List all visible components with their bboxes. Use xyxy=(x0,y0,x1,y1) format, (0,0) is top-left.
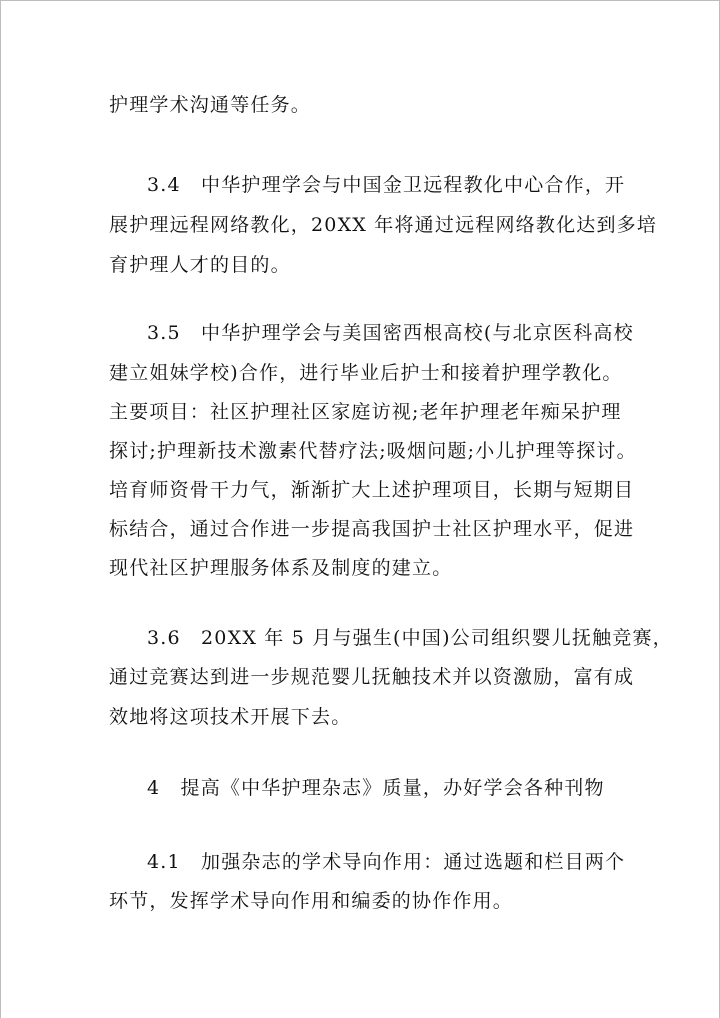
section-3-5-line-1: 3.5 中华护理学会与美国密西根高校(与北京医科高校 xyxy=(147,322,634,344)
section-3-5-line-5: 培育师资骨干力气，渐渐扩大上述护理项目，长期与短期目 xyxy=(109,479,635,501)
section-4-1-line-2: 环节，发挥学术导向作用和编委的协作作用。 xyxy=(109,890,514,912)
section-3-4-line-1: 3.4 中华护理学会与中国金卫远程教化中心合作，开 xyxy=(147,174,626,196)
section-4-heading: 4 提高《中华护理杂志》质量，办好学会各种刊物 xyxy=(147,777,605,799)
section-3-5-line-6: 标结合，通过合作进一步提高我国护士社区护理水平，促进 xyxy=(109,518,635,540)
section-4-1-line-1: 4.1 加强杂志的学术导向作用：通过选题和栏目两个 xyxy=(147,851,626,873)
section-3-4-line-2: 展护理远程网络教化，20XX 年将通过远程网络教化达到多培 xyxy=(109,214,658,236)
section-3-6-line-3: 效地将这项技术开展下去。 xyxy=(109,706,352,728)
section-3-5-line-7: 现代社区护理服务体系及制度的建立。 xyxy=(109,557,453,579)
section-3-5-line-4: 探讨;护理新技术激素代替疗法;吸烟问题;小儿护理等探讨。 xyxy=(109,440,637,462)
section-3-5-line-3: 主要项目：社区护理社区家庭访视;老年护理老年痴呆护理 xyxy=(109,401,622,423)
section-3-6-line-1: 3.6 20XX 年 5 月与强生(中国)公司组织婴儿抚触竞赛， xyxy=(147,627,673,649)
section-3-6-line-2: 通过竞赛达到进一步规范婴儿抚触技术并以资激励，富有成 xyxy=(109,666,635,688)
section-3-4-line-3: 育护理人才的目的。 xyxy=(109,254,291,276)
paragraph-3-3-tail-line: 护理学术沟通等任务。 xyxy=(109,94,312,116)
section-3-5-line-2: 建立姐妹学校)合作，进行毕业后护士和接着护理学教化。 xyxy=(109,362,623,384)
